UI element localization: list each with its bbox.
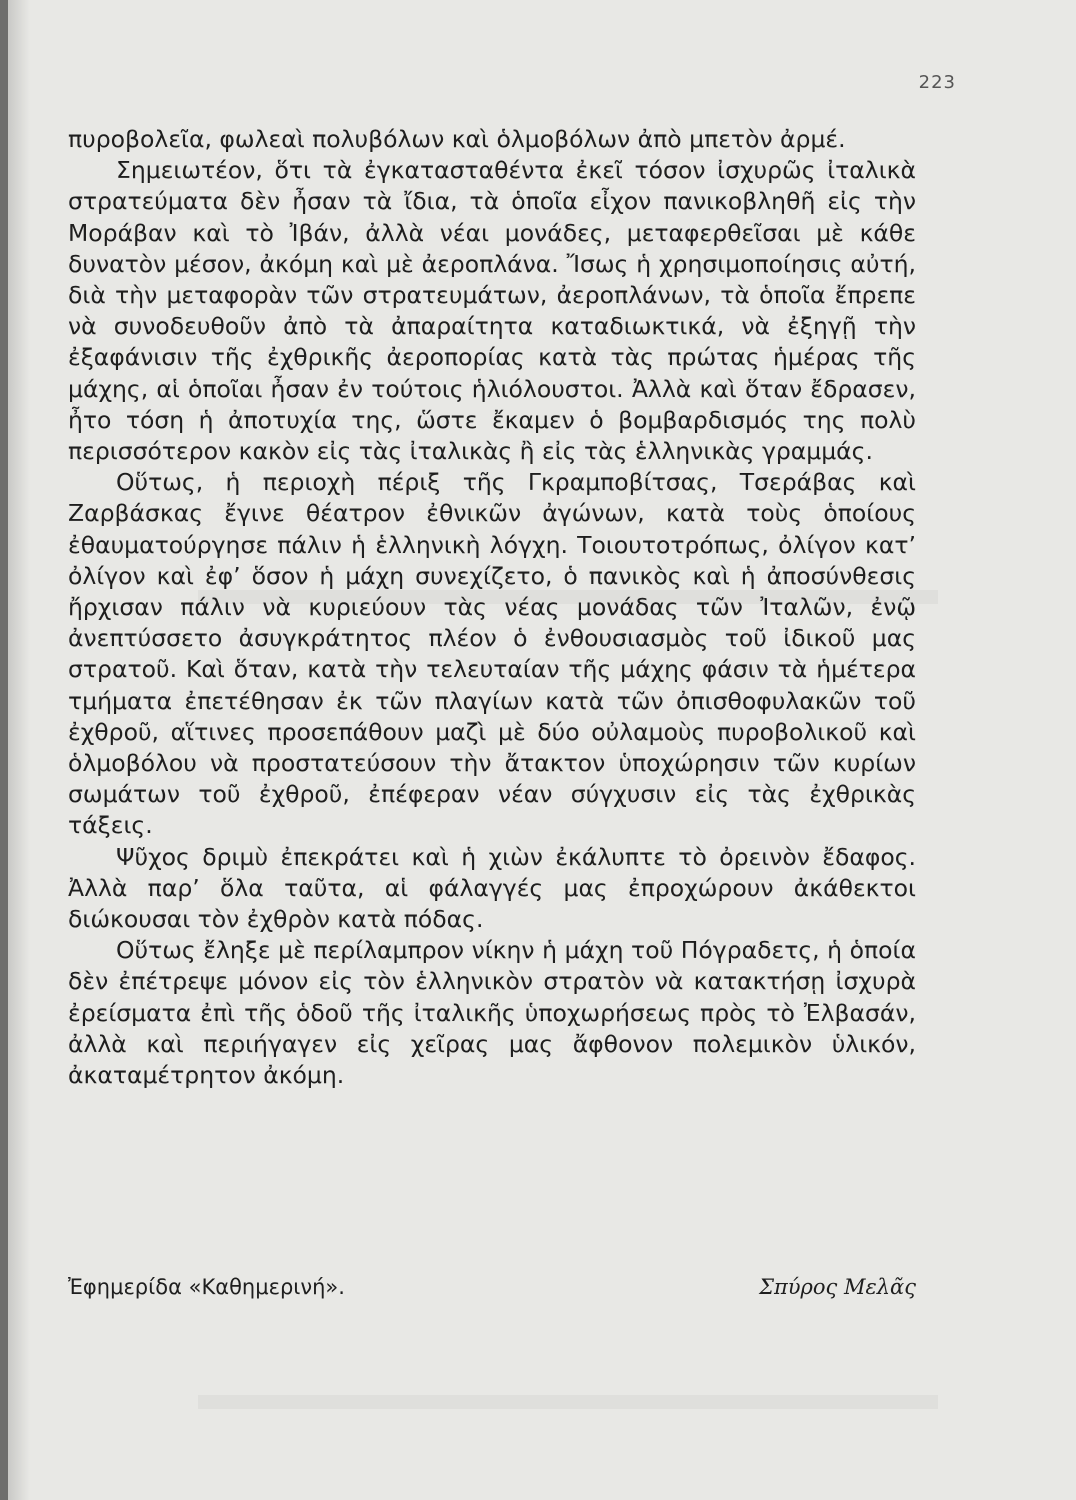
- paragraph: Ψῦχος δριμὺ ἐπεκράτει καὶ ἡ χιὼν ἐκάλυπτε τὸ ὀρεινὸν ἔδαφος. Ἀλλὰ παρ’ ὅλα ταῦτα, αἱ φάλαγγές μας ἐπροχώρουν ἀκάθεκτοι διώκουσαι τὸν ἐχθρὸν κατὰ πόδας.: [68, 842, 916, 934]
- page-gutter-shadow: [8, 0, 30, 1500]
- page-number: 223: [918, 72, 956, 93]
- author-signature: Σπύρος Μελᾶς: [759, 1275, 916, 1299]
- article-body: [68, 124, 916, 1091]
- show-through-text-mark: [198, 1395, 938, 1409]
- paragraph: πυροβολεῖα, φωλεαὶ πολυβόλων καὶ ὁλμοβόλων ἀπὸ μπετὸν ἀρμέ.: [68, 125, 846, 153]
- paragraph: Οὕτως ἔληξε μὲ περίλαμπρον νίκην ἡ μάχη τοῦ Πόγραδετς, ἡ ὁποία δὲν ἐπέτρεψε μόνον εἰς τὸν ἑλληνικὸν στρατὸν νὰ κατακτήσῃ ἰσχυρὰ ἐρείσματα ἐπὶ τῆς ὁδοῦ τῆς ἰταλικῆς ὑποχωρήσεως πρὸς τὸ Ἐλβασάν, ἀλλὰ καὶ περιήγαγεν εἰς χεῖρας μας ἄφθονον πολεμικὸν ὑλικόν, ἀκαταμέτρητον ἀκόμη.: [68, 936, 916, 1090]
- paragraph: Οὕτως, ἡ περιοχὴ πέριξ τῆς Γκραμποβίτσας, Τσεράβας καὶ Ζαρβάσκας ἔγινε θέατρον ἐθνικῶν ἀγώνων, κατὰ τοὺς ὁποίους ἐθαυματούργησε πάλιν ἡ ἑλληνικὴ λόγχη. Τοιουτοτρόπως, ὀλίγον κατ’ ὀλίγον καὶ ἐφ’ ὅσον ἡ μάχη συνεχίζετο, ὁ πανικὸς καὶ ἡ ἀποσύνθεσις ἤρχισαν πάλιν νὰ κυριεύουν τὰς νέας μονάδας τῶν Ἰταλῶν, ἐνῷ ἀνεπτύσσετο ἀσυγκράτητος πλέον ὁ ἐνθουσιασμὸς τοῦ ἰδικοῦ μας στρατοῦ. Καὶ ὅταν, κατὰ τὴν τελευταίαν τῆς μάχης φάσιν τὰ ἡμέτερα τμήματα ἐπετέθησαν ἐκ τῶν πλαγίων κατὰ τῶν ὀπισθοφυλακῶν τοῦ ἐχθροῦ, αἵτινες προσεπάθουν μαζὶ μὲ δύο οὐλαμοὺς πυροβολικοῦ καὶ ὁλμοβόλου νὰ προστατεύσουν τὴν ἄτακτον ὑποχώρησιν τῶν κυρίων σωμάτων τοῦ ἐχθροῦ, ἐπέφεραν νέαν σύγχυσιν εἰς τὰς ἐχθρικὰς τάξεις.: [68, 468, 916, 840]
- book-page: [8, 0, 1076, 1500]
- source-citation: Ἐφημερίδα «Καθημερινή».: [68, 1275, 345, 1299]
- paragraph: Σημειωτέον, ὅτι τὰ ἐγκατασταθέντα ἐκεῖ τόσον ἰσχυρῶς ἰταλικὰ στρατεύματα δὲν ἦσαν τὰ ἴδια, τὰ ὁποῖα εἶχον πανικοβληθῆ εἰς τὴν Μοράβαν καὶ τὸ Ἰβάν, ἀλλὰ νέαι μονάδες, μεταφερθεῖσαι μὲ κάθε δυνατὸν μέσον, ἀκόμη καὶ μὲ ἀεροπλάνα. Ἴσως ἡ χρησιμοποίησις αὐτή, διὰ τὴν μεταφορὰν τῶν στρατευμάτων, ἀεροπλάνων, τὰ ὁποῖα ἔπρεπε νὰ συνοδευθοῦν ἀπὸ τὰ ἀπαραίτητα καταδιωκτικά, νὰ ἐξηγῇ τὴν ἐξαφάνισιν τῆς ἐχθρικῆς ἀεροπορίας κατὰ τὰς πρώτας ἡμέρας τῆς μάχης, αἱ ὁποῖαι ἦσαν ἐν τούτοις ἡλιόλουστοι. Ἀλλὰ καὶ ὅταν ἔδρασεν, ἦτο τόση ἡ ἀποτυχία της, ὥστε ἔκαμεν ὁ βομβαρδισμός της πολὺ περισσότερον κακὸν εἰς τὰς ἰταλικὰς ἢ εἰς τὰς ἑλληνικὰς γραμμάς.: [68, 156, 916, 466]
